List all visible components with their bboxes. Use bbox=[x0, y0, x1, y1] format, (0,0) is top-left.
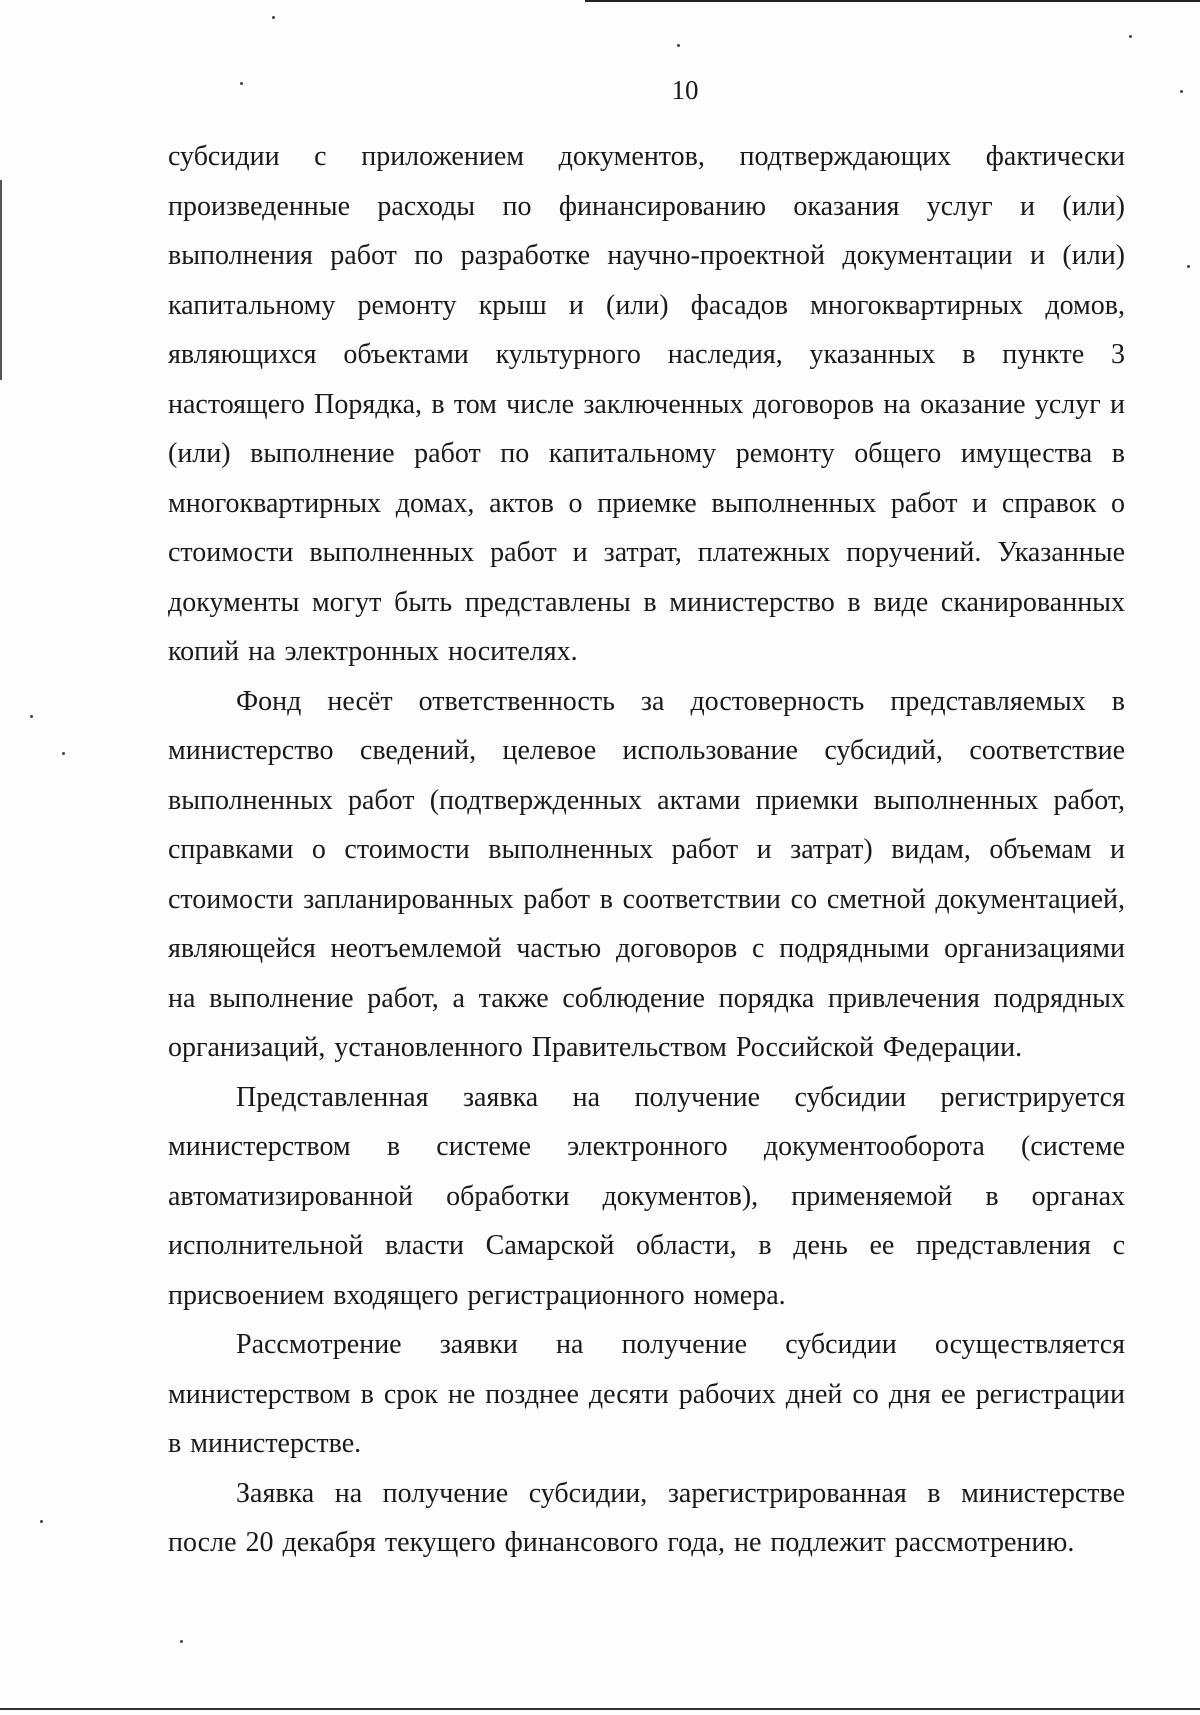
top-scan-edge bbox=[585, 0, 1200, 2]
scan-speck bbox=[677, 44, 680, 47]
scan-speck bbox=[272, 16, 275, 19]
scan-speck bbox=[40, 1520, 43, 1523]
scan-speck bbox=[180, 1640, 183, 1643]
scan-speck bbox=[1187, 265, 1190, 268]
document-body bbox=[168, 132, 1125, 1568]
scan-speck bbox=[62, 752, 65, 755]
scan-speck bbox=[30, 715, 33, 718]
paragraph-fund-responsibility: Фонд несёт ответственность за достоверность представляемых в министерство сведений, целевое использование субсидий, соответствие выполненных работ (подтвержденных актами приемки выполненных работ, справками о стоимости выполненных работ и затрат) видам, объемам и стоимости запланированных работ в соответствии со сметной документацией, являющейся неотъемлемой частью договоров с подрядными организациями на выполнение работ, а также соблюдение порядка привлечения подрядных организаций, установленного Правительством Российской Федерации. bbox=[168, 685, 1125, 1063]
left-scan-edge bbox=[0, 180, 2, 380]
bottom-scan-edge bbox=[0, 1708, 1200, 1710]
scan-speck bbox=[1129, 35, 1132, 38]
paragraph-continuation: субсидии с приложением документов, подтверждающих фактически произведенные расходы по финансированию оказания услуг и (или) выполнения работ по разработке научно-проектной документации и (или) капитальному ремонту крыш и (или) фасадов многоквартирных домов, являющихся объектами культурного наследия, указанных в пункте 3 настоящего Порядка, в том числе заключенных договоров на оказание услуг и (или) выполнение работ по капитальному ремонту общего имущества в многоквартирных домах, актов о приемке выполненных работ и справок о стоимости выполненных работ и затрат, платежных поручений. Указанные документы могут быть представлены в министерство в виде сканированных копий на электронных носителях. bbox=[168, 141, 1125, 667]
paragraph-application-registration: Представленная заявка на получение субсидии регистрируется министерством в системе электронного документооборота (системе автоматизированной обработки документов), применяемой в органах исполнительной власти Самарской области, в день ее представления с присвоением входящего регистрационного номера. bbox=[168, 1081, 1125, 1311]
paragraph-application-review: Рассмотрение заявки на получение субсидии осуществляется министерством в срок не позднее десяти рабочих дней со дня ее регистрации в министерстве. bbox=[168, 1329, 1125, 1459]
page-number: 10 bbox=[671, 75, 699, 105]
paragraph-late-application: Заявка на получение субсидии, зарегистрированная в министерстве после 20 декабря текущего финансового года, не подлежит рассмотрению. bbox=[168, 1477, 1125, 1558]
